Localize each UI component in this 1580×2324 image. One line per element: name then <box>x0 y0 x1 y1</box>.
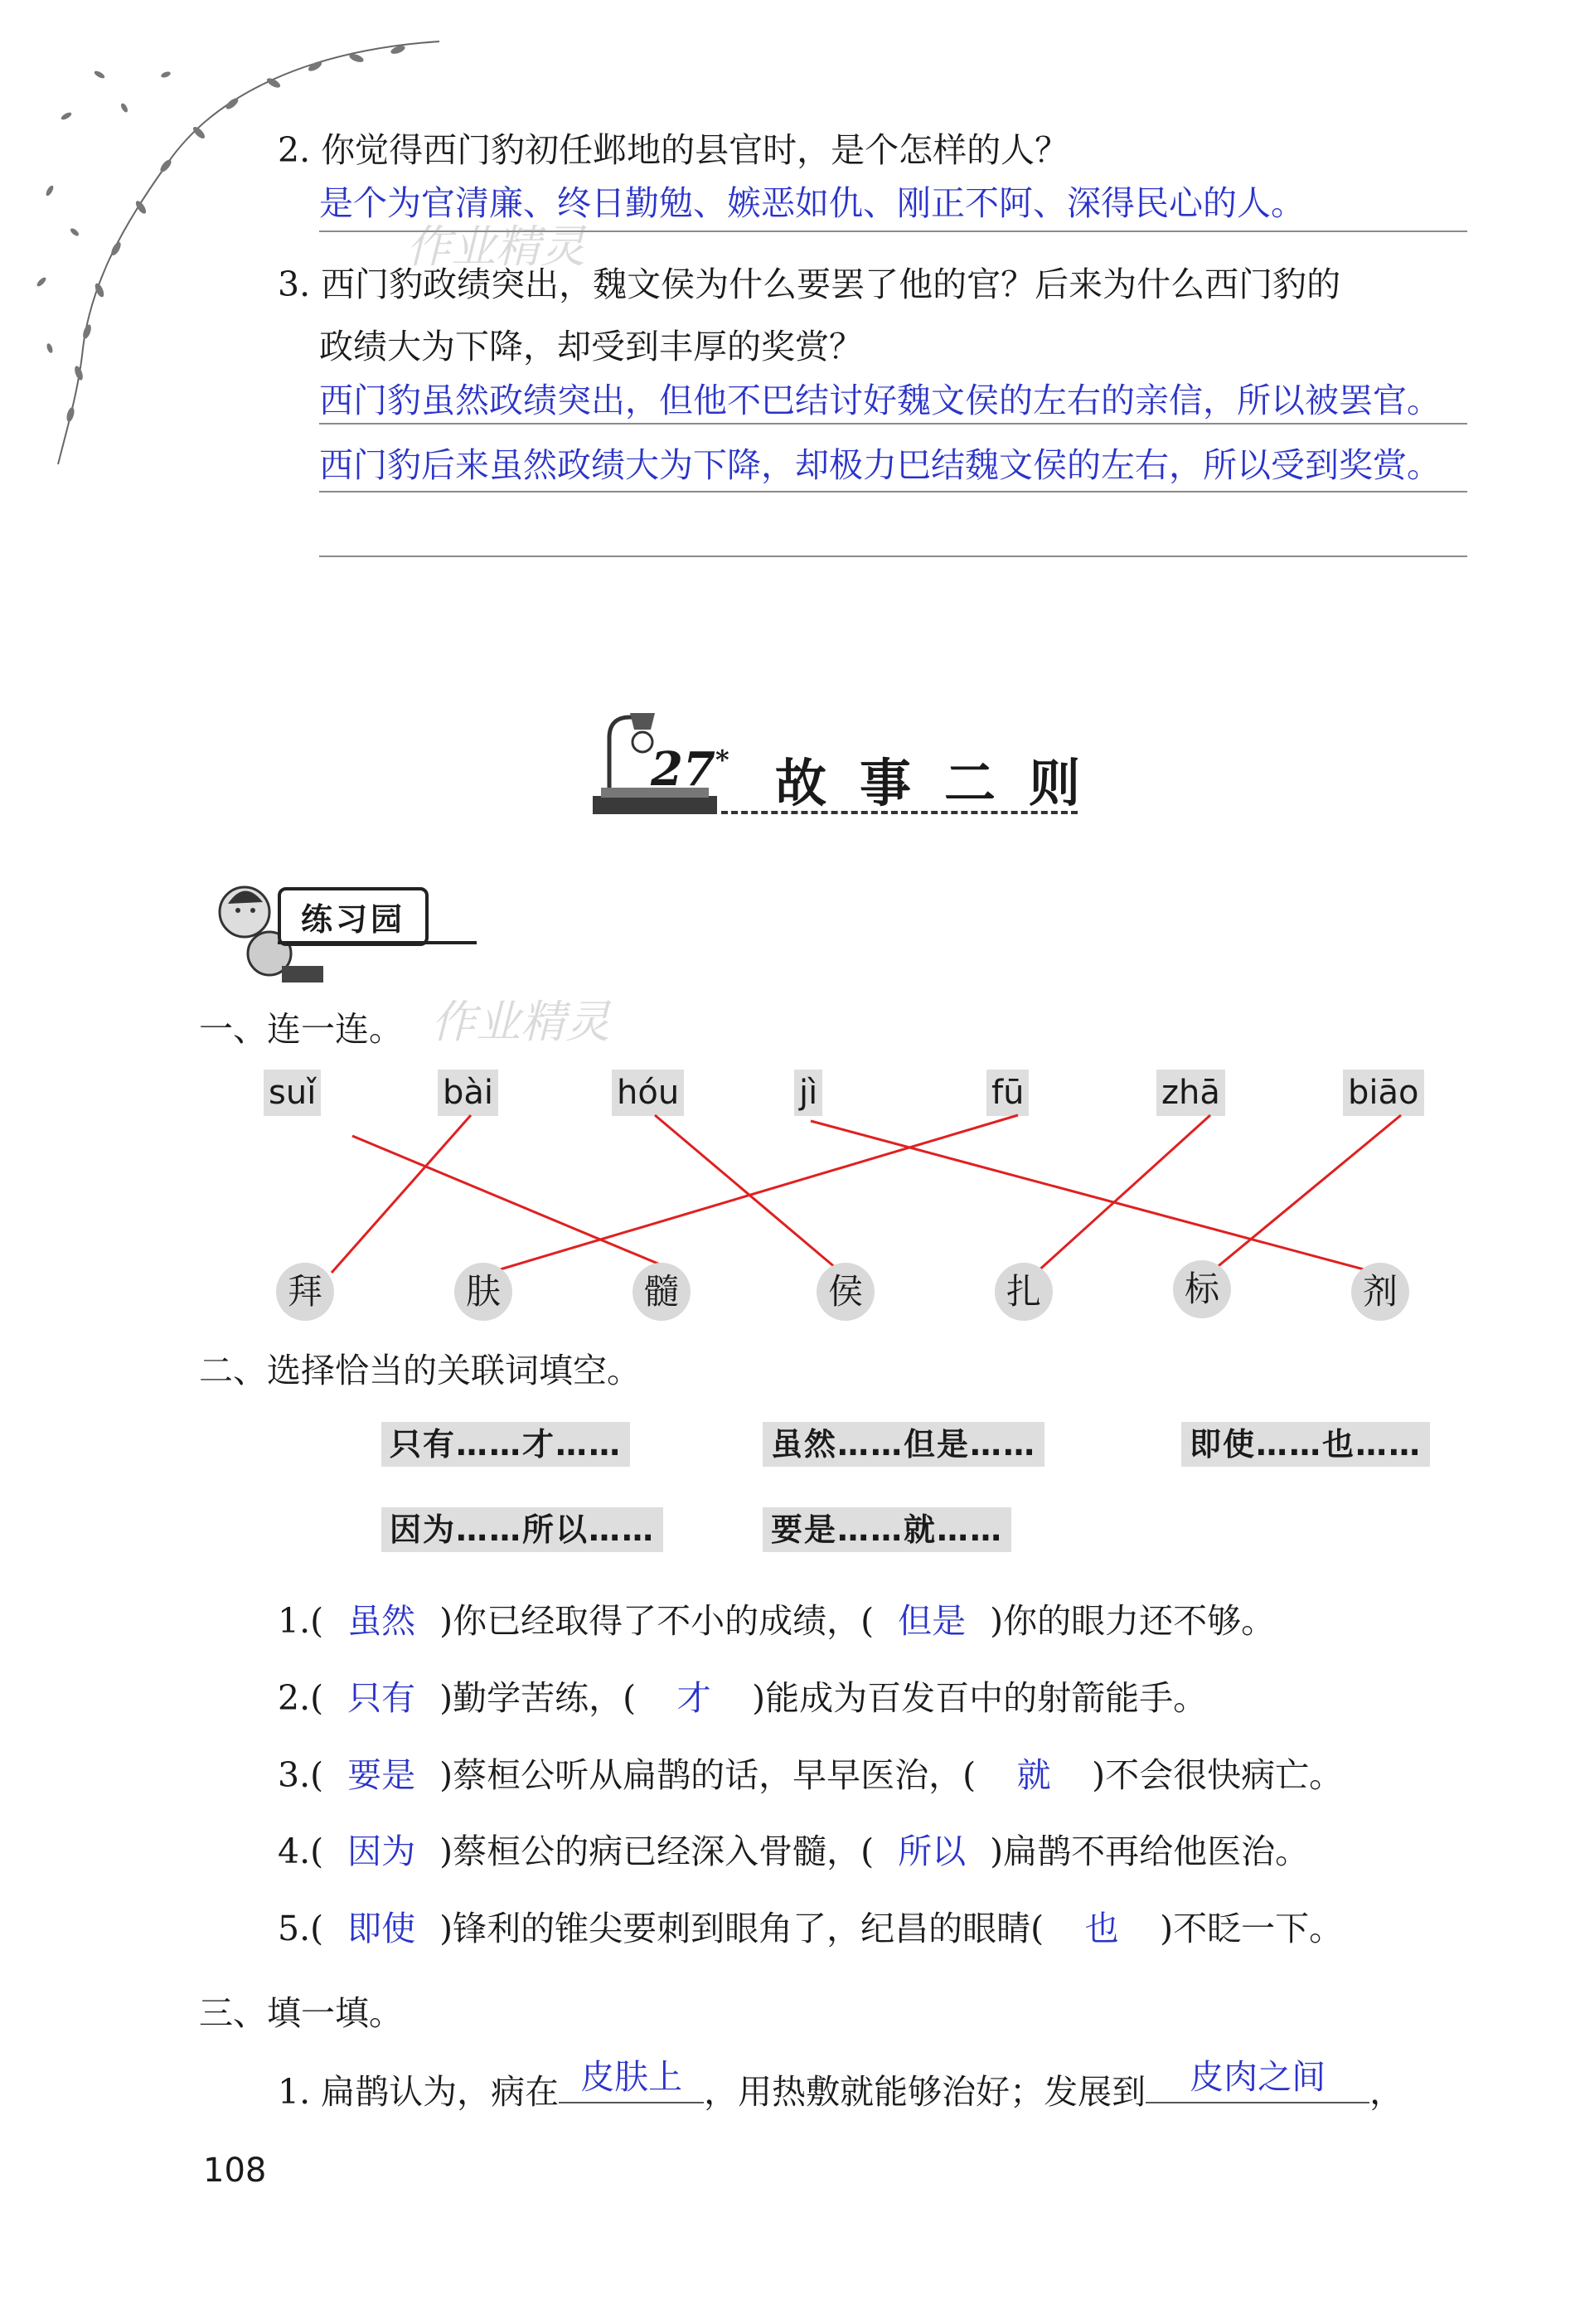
item-text: ，用热敷就能够治好；发展到 <box>704 2072 1146 2112</box>
option-yinwei: 因为……所以…… <box>381 1507 663 1552</box>
char-fu: 肤 <box>454 1263 512 1321</box>
fill-blank-2 <box>1146 2057 1369 2103</box>
pinyin-zha: zhā <box>1156 1070 1225 1116</box>
item-text: ， <box>1369 2072 1404 2112</box>
answer-3-line-2: 西门豹后来虽然政绩大为下降，却极力巴结魏文侯的左右，所以受到奖赏。 <box>319 445 1441 485</box>
fill-blank-1-answer: 皮肤上 <box>580 2057 683 2097</box>
fill-blank-1 <box>559 2057 704 2103</box>
page-number: 108 <box>203 2152 267 2190</box>
fill-blank-2-answer: 皮肉之间 <box>1190 2057 1326 2097</box>
match-line-fu <box>489 1115 1018 1273</box>
answer-blank: 即使 <box>347 1909 416 1948</box>
char-sui: 髓 <box>632 1263 691 1321</box>
answer-blank: 虽然 <box>347 1601 416 1641</box>
match-line-ji <box>811 1121 1376 1273</box>
fill-item-4 <box>278 1824 1309 1873</box>
item-text: )你的眼力还不够。 <box>990 1601 1276 1641</box>
pinyin-bai: bài <box>438 1070 498 1116</box>
item-text: )不会很快病亡。 <box>1092 1755 1344 1795</box>
option-suiran: 虽然……但是…… <box>763 1422 1044 1467</box>
match-line-zha <box>1036 1115 1210 1273</box>
lesson-star: * <box>715 744 729 776</box>
item-text: )扁鹊不再给他医治。 <box>990 1832 1310 1871</box>
question-2: 2. 你觉得西门豹初任邺地的县官时，是个怎样的人？ <box>278 130 1069 170</box>
watermark: 作业精灵 <box>406 221 585 273</box>
option-yaoshi: 要是……就…… <box>763 1507 1011 1552</box>
item-text: )蔡桓公的病已经深入骨髓，( <box>439 1832 875 1871</box>
section-2-heading: 二、选择恰当的关联词填空。 <box>199 1351 641 1390</box>
answer-blank: 就 <box>1016 1755 1051 1795</box>
watermark: 作业精灵 <box>431 996 610 1048</box>
pinyin-biao: biāo <box>1343 1070 1424 1116</box>
pinyin-ji: jì <box>794 1070 822 1116</box>
answer-blank: 只有 <box>347 1678 416 1718</box>
answer-3-line-1: 西门豹虽然政绩突出，但他不巴结讨好魏文侯的左右的亲信，所以被罢官。 <box>319 381 1441 420</box>
char-ji: 剂 <box>1351 1263 1409 1321</box>
answer-blank: 所以 <box>898 1832 967 1871</box>
answer-blank: 也 <box>1084 1909 1119 1948</box>
item-text: )能成为百发百中的射箭能手。 <box>752 1678 1208 1718</box>
option-jishi: 即使……也…… <box>1181 1422 1430 1467</box>
fill-item-2 <box>278 1671 1207 1720</box>
pinyin-sui: suǐ <box>264 1070 321 1116</box>
item-text: )锋利的锥尖要刺到眼角了，纪昌的眼睛( <box>439 1909 1044 1948</box>
pinyin-hou: hóu <box>612 1070 684 1116</box>
answer-blank: 因为 <box>347 1832 416 1871</box>
section-3-item-1 <box>278 2057 1404 2113</box>
answer-2: 是个为官清廉、终日勤勉、嫉恶如仇、刚正不阿、深得民心的人。 <box>319 183 1305 223</box>
char-zha: 扎 <box>995 1263 1053 1321</box>
char-hou: 侯 <box>817 1263 875 1321</box>
practice-badge: 练习园 <box>278 887 429 946</box>
question-3-line-2: 政绩大为下降，却受到丰厚的奖赏？ <box>319 327 863 366</box>
answer-blank: 但是 <box>898 1601 967 1641</box>
match-line-hou <box>655 1115 841 1273</box>
match-line-bai <box>332 1115 471 1273</box>
item-text: )不眨一下。 <box>1160 1909 1344 1948</box>
item-text: 1. 扁鹊认为，病在 <box>278 2072 560 2112</box>
char-bai: 拜 <box>276 1263 334 1321</box>
fill-item-1 <box>278 1594 1275 1642</box>
item-text: )蔡桓公听从扁鹊的话，早早医治，( <box>439 1755 977 1795</box>
lesson-title: 故事二则 <box>775 753 1114 813</box>
section-3-heading: 三、填一填。 <box>199 1993 403 2033</box>
question-3-line-1: 3. 西门豹政绩突出，魏文侯为什么要罢了他的官？后来为什么西门豹的 <box>278 264 1341 304</box>
option-zhiyou: 只有……才…… <box>381 1422 630 1467</box>
fill-item-3 <box>278 1748 1343 1797</box>
fill-item-5 <box>278 1901 1343 1950</box>
char-biao: 标 <box>1173 1260 1231 1318</box>
item-num: 1.( <box>278 1601 324 1641</box>
answer-blank: 才 <box>676 1678 711 1718</box>
item-text: )勤学苦练，( <box>439 1678 637 1718</box>
lesson-number-text: 27 <box>651 742 715 797</box>
match-line-biao <box>1210 1115 1401 1273</box>
section-1-heading: 一、连一连。 <box>199 1009 403 1049</box>
pinyin-fu: fū <box>986 1070 1029 1116</box>
item-text: )你已经取得了不小的成绩，( <box>439 1601 875 1641</box>
item-num: 2.( <box>278 1678 324 1718</box>
item-num: 4.( <box>278 1832 324 1871</box>
match-line-sui <box>352 1136 680 1273</box>
item-num: 3.( <box>278 1755 324 1795</box>
item-num: 5.( <box>278 1909 324 1948</box>
answer-blank: 要是 <box>347 1755 416 1795</box>
